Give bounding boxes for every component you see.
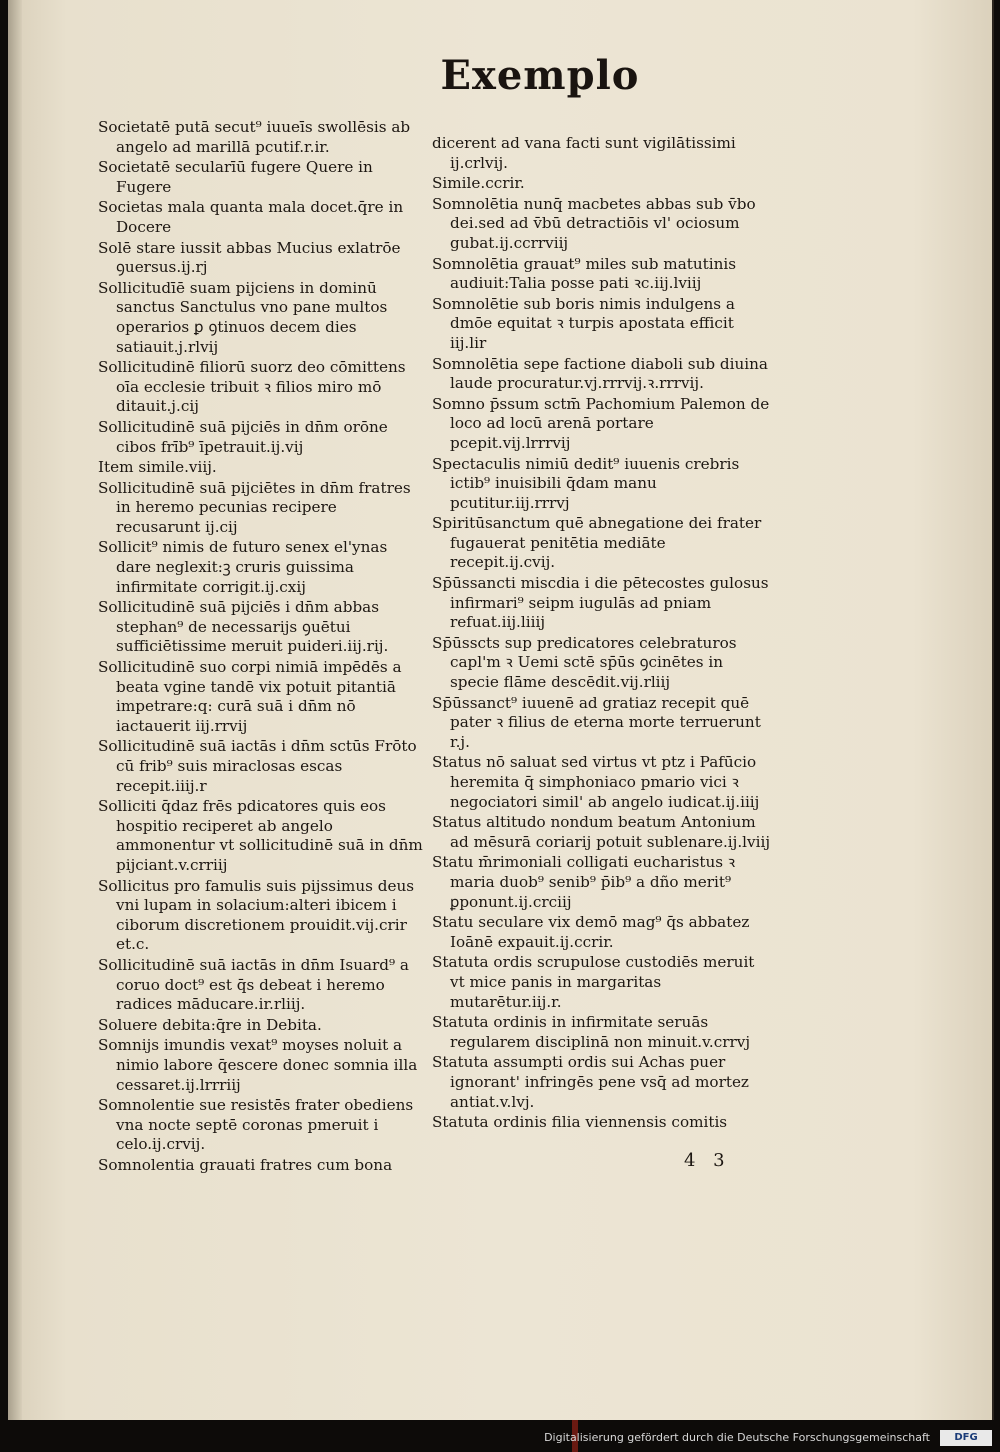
index-entry: Somnolentie sue resistēs frater obediens vna nocte septē coronas pmeruit i celo.ij.crvij. <box>98 1096 414 1154</box>
index-entry: Somno p̄ssum sctm̄ Pachomium Palemon de loco ad locū arenā portare pcepit.vij.lrrrvij <box>432 394 770 452</box>
index-entry: Statuta assumpti ordis sui Achas puer ignorant' infringēs pene vsq̄ ad mortez antiat.v.lvj. <box>432 1053 749 1111</box>
index-entry: Somnolētie sub boris nimis indulgens a dmōe equitat ꝛ turpis apostata efficit iij.lir <box>432 294 735 352</box>
index-entry: Somnolētia grauat⁹ miles sub matutinis audiuit:Talia posse pati ꝛc.iij.lviij <box>432 254 737 293</box>
index-entry: dicerent ad vana facti sunt vigilātissimi ij.crlvij. <box>432 134 736 172</box>
index-entry: Sollicitudinē suā iactās i dn̄m sctūs Frōto cū frib⁹ suis miraclosas escas recepit.iiij.r <box>98 737 417 795</box>
index-entry: Statuta ordinis in infirmitate seruās regularem disciplinā non minuit.v.crrvj <box>432 1013 751 1051</box>
index-entry: Sollicitudinē suo corpi nimiā impēdēs a beata vgine tandē vix potuit pitantiā impetrare:q: curā suā i dn̄m nō iactauerit iij.rrvij <box>98 658 402 735</box>
page-number: 4 3 <box>684 1150 731 1171</box>
page-header <box>8 52 992 99</box>
index-entry: Sollicit⁹ nimis de futuro senex el'ynas dare neglexit:ꝫ cruris guissima infirmitate corrigit.ij.cxij <box>98 538 388 596</box>
book-page <box>8 0 994 1420</box>
index-entry: Sollicitudīē suam pijciens in dominū sanctus Sanctulus vno pane multos operarios ꝑ ꝯtinuos decem dies satiauit.j.rlvij <box>98 278 388 356</box>
index-entry: Societatē putā secut⁹ iuueīs swollēsis ab angelo ad marillā pcutif.r.ir. <box>98 118 411 156</box>
index-entry: Sollicitudinē suā pijciētes in dn̄m fratres in heremo pecunias recipere recusarunt ij.cij <box>98 478 411 536</box>
index-entry: Spectaculis nimiū dedit⁹ iuuenis crebris ictib⁹ inuisibili q̄dam manu pcutitur.iij.rrrvj <box>432 454 740 512</box>
index-entry: Sp̄ūssancti miscdia i die pētecostes gulosus infirmari⁹ seipm iugulās ad pniam refuat.iij.liiij <box>432 574 769 632</box>
digitization-credit: Digitalisierung gefördert durch die Deutsche Forschungsgemeinschaft <box>544 1431 930 1444</box>
index-entry: Item simile.viij. <box>98 458 217 477</box>
index-entry: Status nō saluat sed virtus vt ptz i Pafūcio heremita q̄ simphoniaco pmario vici ꝛ negociatori simil' ab angelo iudicat.ij.iiij <box>432 753 760 811</box>
index-entry: Status altitudo nondum beatum Antonium ad mēsurā coriarij potuit sublenare.ij.lviij <box>432 813 771 851</box>
index-entry: Statu m̄rimoniali colligati eucharistus ꝛ maria duob⁹ senib⁹ p̄ib⁹ a dño merit⁹ ꝑponunt.ij.crciij <box>432 853 736 911</box>
index-entry: Solliciti q̄daz frēs pdicatores quis eos hospitio reciperet ab angelo ammonentur vt sollicitudinē suā in dn̄m pijciant.v.crriij <box>98 797 423 874</box>
index-entry: Solē stare iussit abbas Mucius exlatrōe ꝯuersus.ij.rj <box>98 238 401 277</box>
running-title: Exemplo <box>440 52 640 99</box>
index-entry: Sollicitudinē suā pijciēs in dn̄m orōne cibos frīb⁹ īpetrauit.ij.vij <box>98 417 388 456</box>
index-entry: Statu seculare vix demō mag⁹ q̄s abbatez Ioānē expauit.ij.ccrir. <box>432 913 750 951</box>
right-index-column <box>432 134 772 1134</box>
index-entry: Sp̄ūssanct⁹ iuuenē ad gratiaz recepit quē pater ꝛ filius de eterna morte terruerunt r.j. <box>432 693 761 751</box>
index-entry: Sollicitudinē suā iactās in dn̄m Isuard⁹ a coruo doct⁹ est q̄s debeat i heremo radices māducare.ir.rliij. <box>98 955 409 1014</box>
index-entry: Statuta ordinis filia viennensis comitis <box>432 1113 728 1132</box>
index-entry: Sollicitudinē suā pijciēs i dn̄m abbas stephan⁹ de necessarijs ꝯuētui sufficiētissime meruit puideri.iij.rij. <box>98 598 389 656</box>
index-entry: Somnolētia sepe factione diaboli sub diuina laude procuratur.vj.rrrvij.ꝛ.rrrvij. <box>432 354 768 393</box>
index-entry: Sollicitudinē filiorū suorz deo cōmittens oīa ecclesie tribuit ꝛ filios miro mō ditauit.j.cij <box>98 358 406 416</box>
index-entry: Sollicitus pro famulis suis pijssimus deus vni lupam in solacium:alteri ibicem i ciborum discretionem prouidit.vij.crir et.c. <box>98 876 415 954</box>
index-entry: Somnolentia grauati fratres cum bona <box>98 1155 393 1174</box>
index-entry: Societas mala quanta mala docet.q̄re in Docere <box>98 198 404 236</box>
index-entry: Somnolētia nunq̄ macbetes abbas sub v̄bo dei.sed ad v̄bū detractiōis vl' ociosum gubat.ij.ccrrviij <box>432 194 756 252</box>
index-entry: Statuta ordis scrupulose custodiēs meruit vt mice panis in margaritas mutarētur.iij.r. <box>432 953 755 1011</box>
dfg-logo: DFG <box>940 1430 992 1446</box>
index-entry: Spiritūsanctum quē abnegatione dei frater fugauerat penitētia mediāte recepit.ij.cvij. <box>432 514 762 572</box>
index-entry: Somnijs imundis vexat⁹ moyses noluit a nimio labore q̄escere donec somnia illa cessaret.ij.lrrriij <box>98 1036 418 1094</box>
index-entry: Societatē secularīū fugere Quere in Fugere <box>98 158 373 196</box>
left-index-column <box>98 118 424 1176</box>
index-entry: Sp̄ūsscts sup predicatores celebraturos capl'm ꝛ Uemi sctē sp̄ūs ꝯcinētes in specie flāme descēdit.vij.rliij <box>432 633 737 692</box>
index-entry: Simile.ccrir. <box>432 174 525 193</box>
index-entry: Soluere debita:q̄re in Debita. <box>98 1015 322 1034</box>
